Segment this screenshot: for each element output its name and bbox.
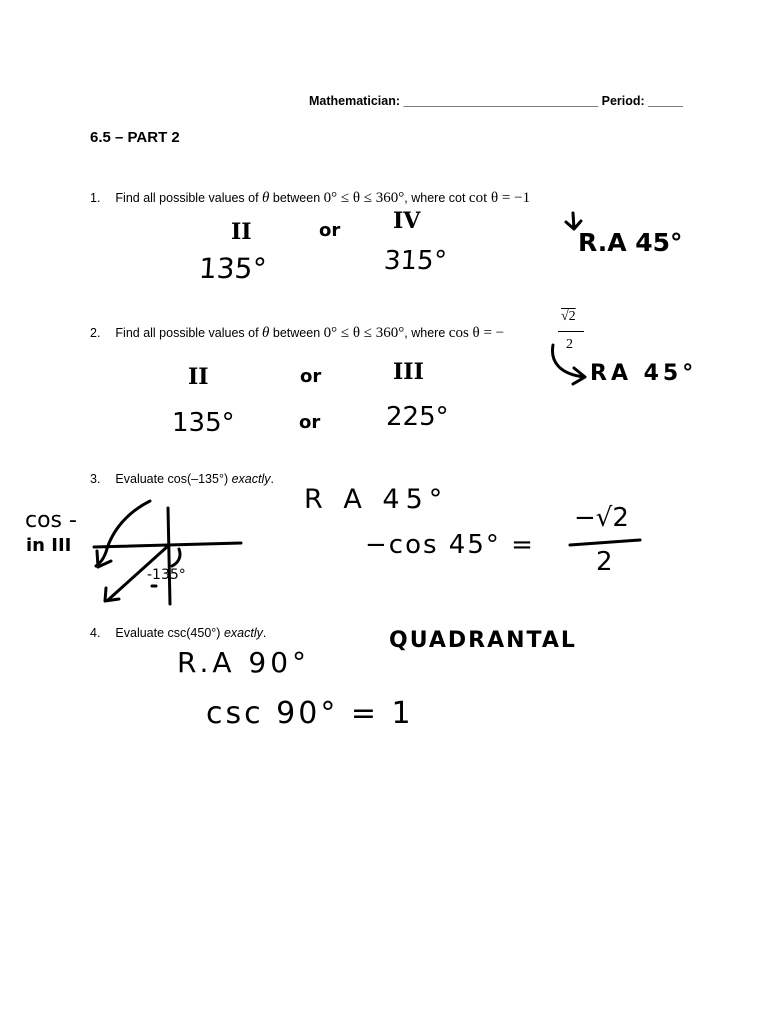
handwritten-note: R A 45° — [304, 484, 449, 515]
handwritten-note: in III — [26, 535, 72, 556]
mathematician-label: Mathematician: — [309, 94, 400, 108]
handwritten-word: or — [300, 366, 322, 387]
problem-text: , where cot — [404, 191, 466, 205]
fraction-bar — [558, 331, 584, 332]
handwritten-result-denominator: 2 — [596, 547, 613, 577]
y-axis — [168, 508, 170, 604]
problem-text: Evaluate cos(–135°) — [115, 472, 229, 486]
problem-2 — [90, 325, 504, 342]
mathematician-header — [309, 94, 683, 108]
problem-text: between — [272, 191, 321, 205]
fraction-denominator: 2 — [566, 337, 573, 352]
arrowhead-icon — [105, 588, 119, 601]
problem-text: Evaluate csc(450°) — [115, 626, 221, 640]
period-label: Period: — [601, 94, 645, 108]
handwritten-quadrant: III — [393, 359, 424, 385]
result-fraction-bar — [570, 540, 640, 545]
problem-number: 1. — [90, 191, 101, 205]
arrow-down-icon — [566, 213, 581, 229]
problem-3: 3. Evaluate cos(–135°) exactly. — [90, 472, 274, 486]
handwritten-note: RA 45° — [590, 361, 698, 386]
handwritten-answer: 315° — [382, 246, 448, 276]
problem-text: between — [272, 326, 321, 340]
problem-emphasis: exactly — [223, 626, 263, 640]
period-blank[interactable]: _____ — [648, 94, 683, 108]
problem-text: Find all possible values of — [115, 191, 259, 205]
problem-number: 3. — [90, 472, 101, 486]
angle-range: 0° ≤ θ ≤ 360° — [323, 190, 405, 206]
angle-label: -135° — [147, 567, 186, 583]
mathematician-blank[interactable]: ____________________________ — [403, 94, 599, 108]
handwritten-word: or — [299, 412, 321, 433]
problem-text: Find all possible values of — [115, 326, 259, 340]
problem-number: 2. — [90, 326, 101, 340]
handwritten-answer: 135° — [197, 252, 268, 285]
handwritten-note: QUADRANTAL — [389, 628, 577, 653]
arc-arrowhead-icon — [97, 551, 111, 567]
handwritten-word: or — [319, 220, 341, 241]
page-title: 6.5 – PART 2 — [90, 129, 180, 146]
handwritten-quadrant: IV — [393, 208, 421, 234]
rotation-arc — [96, 501, 150, 566]
condition: cos θ = − — [448, 325, 505, 341]
handwritten-work: csc 90° = 1 — [206, 696, 414, 731]
problem-text: , where — [404, 326, 446, 340]
theta-symbol: θ — [262, 325, 270, 341]
x-axis — [94, 543, 241, 547]
handwritten-work: −cos 45° = — [365, 530, 535, 560]
problem-emphasis: exactly — [231, 472, 271, 486]
handwritten-note: cos - — [25, 508, 77, 533]
problem-4: 4. Evaluate csc(450°) exactly. — [90, 626, 267, 640]
problem-1 — [90, 190, 530, 207]
handwritten-quadrant: II — [188, 364, 209, 390]
handwritten-answer: 135° — [172, 408, 235, 438]
problem-number: 4. — [90, 626, 101, 640]
handwritten-answer: 225° — [386, 402, 449, 432]
condition: cot θ = −1 — [468, 190, 531, 206]
handwritten-note: R.A 90° — [177, 646, 311, 679]
fraction-numerator: √2 — [561, 309, 576, 324]
handwritten-quadrant: II — [231, 219, 252, 245]
handwritten-result-numerator: −√2 — [574, 503, 629, 533]
angle-range: 0° ≤ θ ≤ 360° — [323, 325, 405, 341]
theta-symbol: θ — [262, 190, 270, 206]
reference-angle-arc — [172, 549, 180, 566]
handwritten-note: R.A 45° — [578, 228, 683, 257]
